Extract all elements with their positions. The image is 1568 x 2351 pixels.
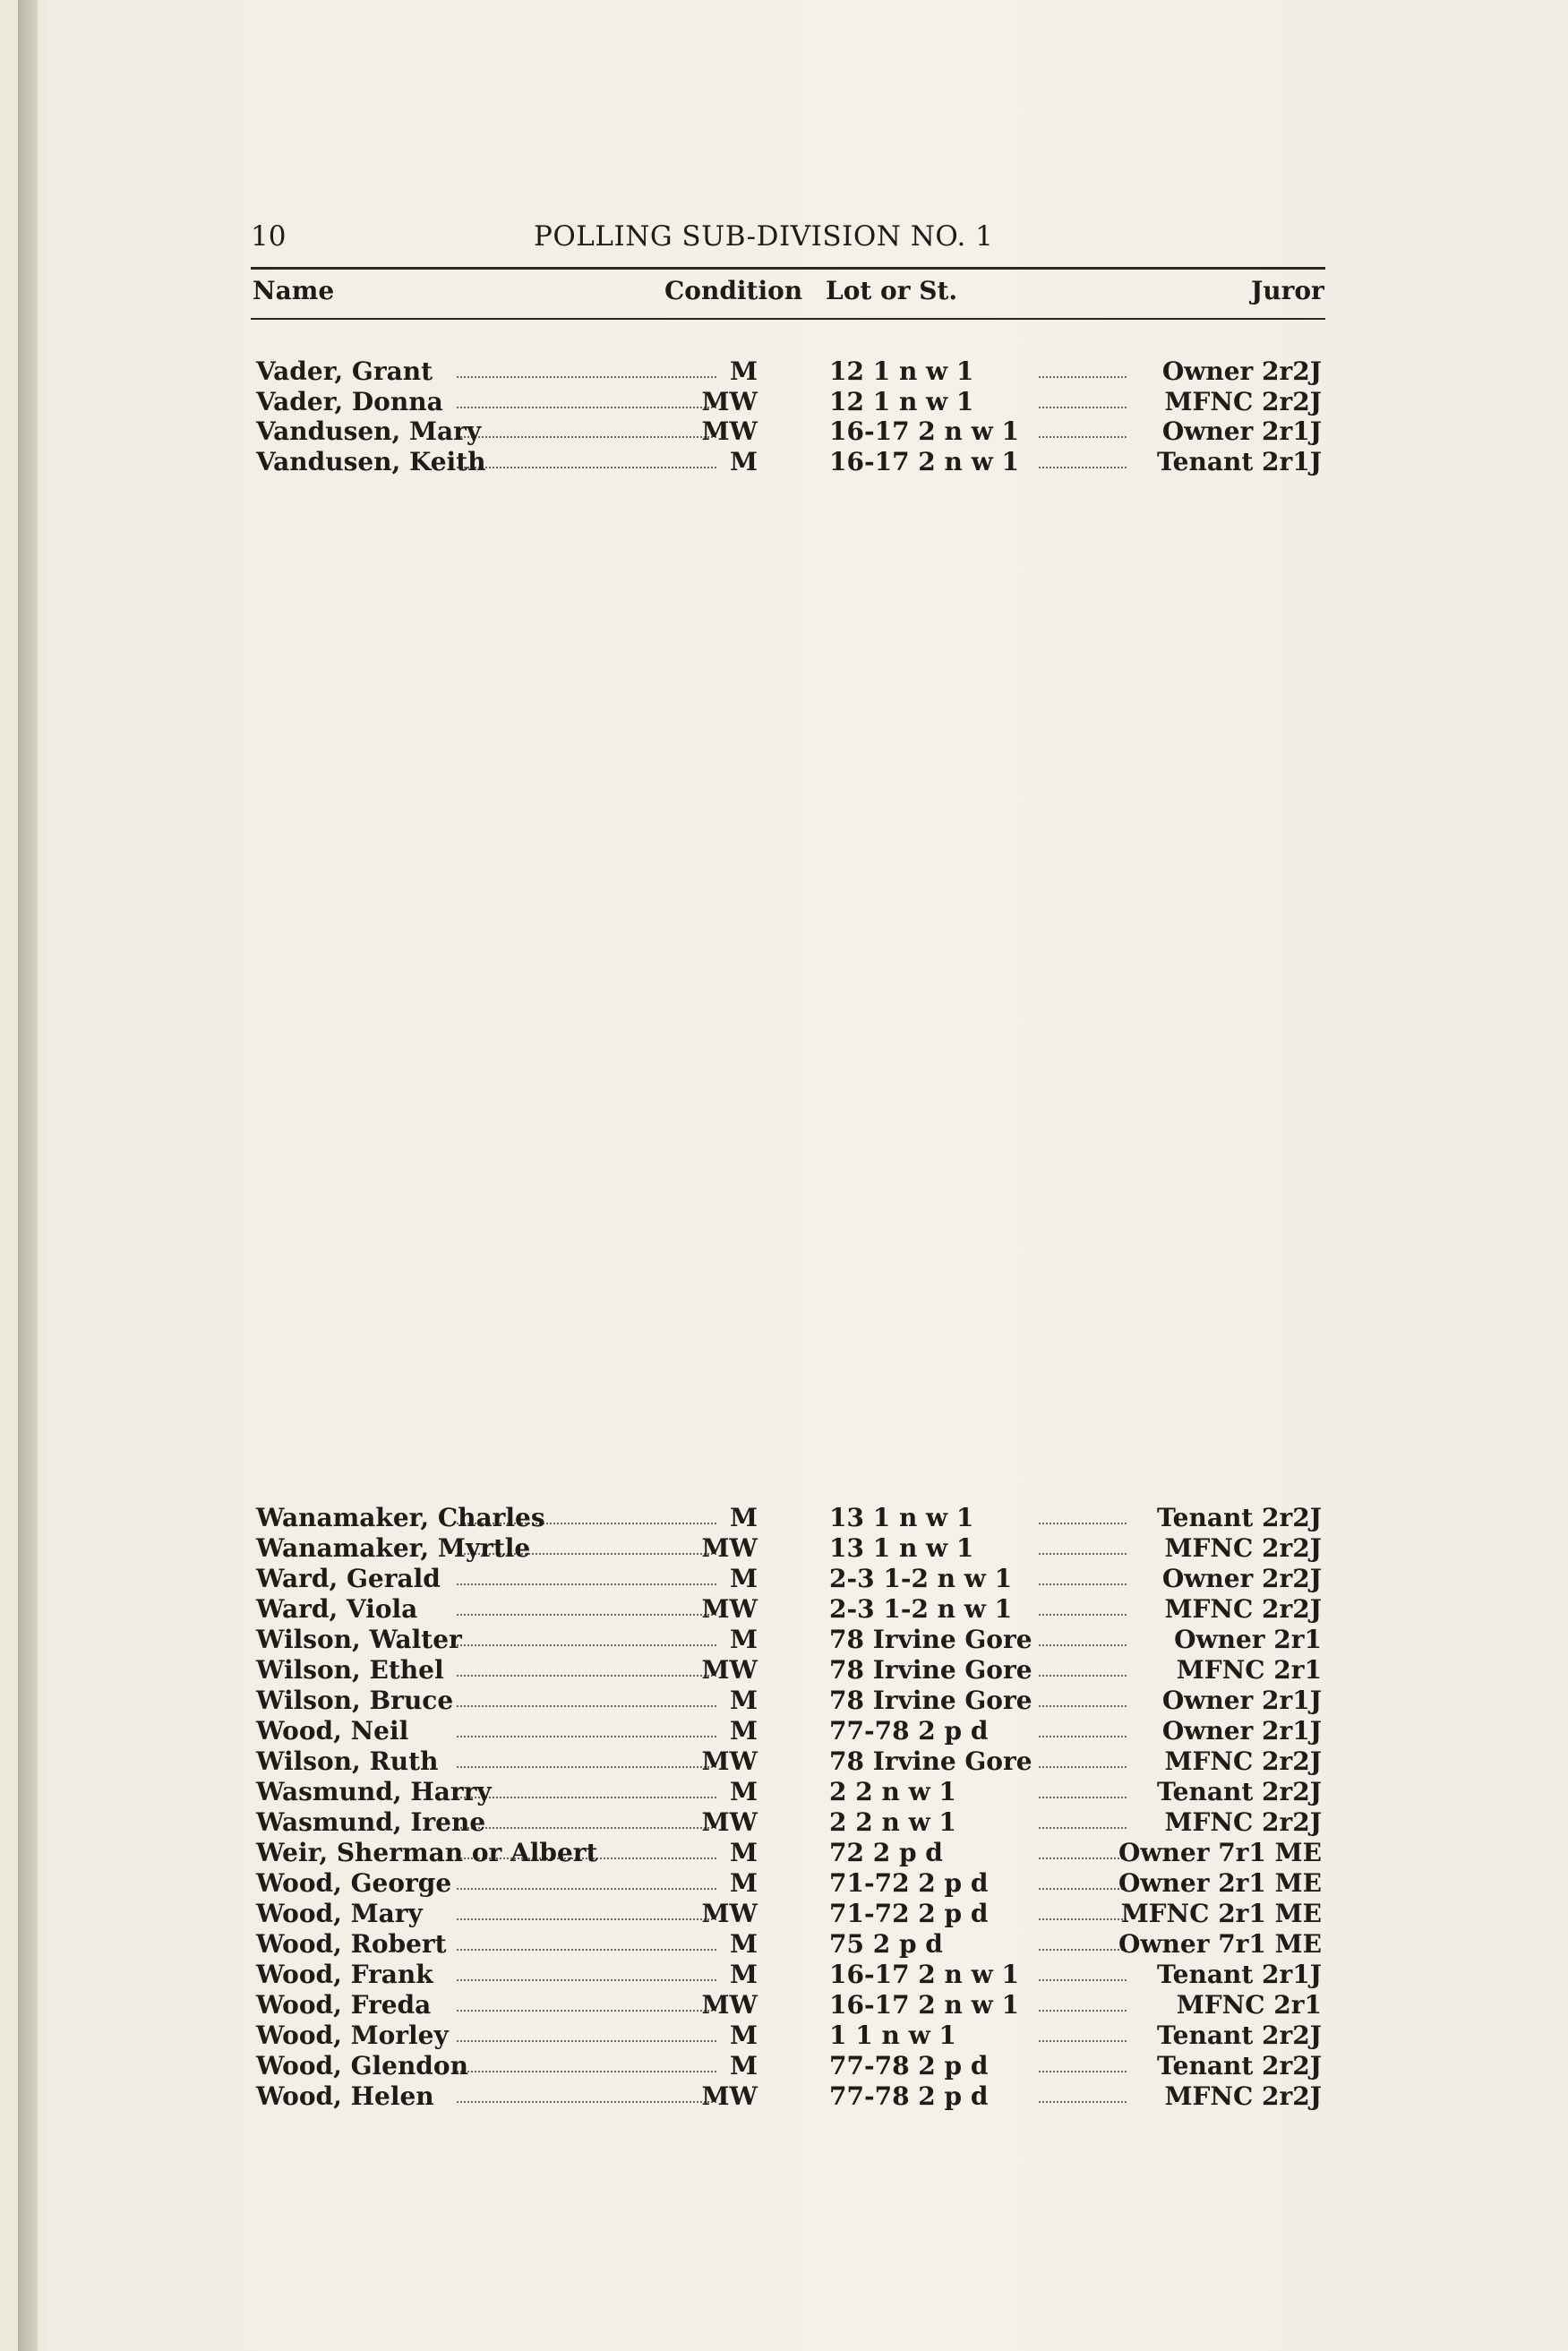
dot-leader xyxy=(1039,2010,1127,2012)
elector-condition: M xyxy=(730,446,758,476)
elector-condition: MW xyxy=(701,1746,758,1776)
list-item xyxy=(251,1838,1325,1868)
elector-condition: MW xyxy=(701,386,758,416)
dot-leader xyxy=(457,1888,716,1890)
list-item xyxy=(251,1625,1325,1655)
dot-leader xyxy=(1039,1523,1127,1524)
elector-name: Wasmund, Harry xyxy=(256,1777,492,1806)
elector-juror: Tenant 2r2J xyxy=(1157,2051,1322,2081)
elector-juror: Owner 2r1J xyxy=(1161,1716,1322,1746)
dot-leader xyxy=(1039,1583,1127,1585)
dot-leader xyxy=(1039,1644,1127,1646)
elector-juror: MFNC 2r1 xyxy=(1176,1990,1322,2020)
list-item xyxy=(251,1868,1325,1899)
elector-juror: Owner 2r2J xyxy=(1161,356,1322,386)
elector-lot: 78 Irvine Gore xyxy=(829,1686,1032,1715)
elector-condition: M xyxy=(730,1868,758,1898)
list-item xyxy=(251,1503,1325,1533)
elector-juror: Owner 2r1J xyxy=(1161,1686,1322,1715)
list-item xyxy=(251,1746,1325,1777)
dot-leader xyxy=(1039,2101,1127,2103)
header-rule-top xyxy=(251,267,1325,270)
elector-name: Vandusen, Keith xyxy=(256,446,486,476)
elector-condition: MW xyxy=(701,1594,758,1624)
elector-lot: 78 Irvine Gore xyxy=(829,1655,1032,1685)
list-item xyxy=(251,387,1325,417)
dot-leader xyxy=(1039,376,1127,378)
elector-name: Vader, Grant xyxy=(256,356,433,386)
page-title: POLLING SUB-DIVISION NO. 1 xyxy=(534,220,994,253)
elector-lot: 71-72 2 p d xyxy=(829,1868,989,1898)
elector-lot: 75 2 p d xyxy=(829,1929,943,1959)
page-number: 10 xyxy=(251,220,287,253)
elector-lot: 2 2 n w 1 xyxy=(829,1807,956,1837)
list-item xyxy=(251,1655,1325,1686)
dot-leader xyxy=(1039,2040,1127,2042)
dot-leader xyxy=(1039,1705,1127,1707)
elector-condition: M xyxy=(730,2051,758,2081)
dot-leader xyxy=(457,407,716,408)
elector-name: Vader, Donna xyxy=(256,386,443,416)
elector-lot: 71-72 2 p d xyxy=(829,1899,989,1928)
elector-name: Wood, Frank xyxy=(256,1960,433,1989)
elector-condition: M xyxy=(730,1503,758,1532)
elector-lot: 2-3 1-2 n w 1 xyxy=(829,1594,1013,1624)
elector-lot: 16-17 2 n w 1 xyxy=(829,446,1019,476)
list-item xyxy=(251,1564,1325,1594)
column-header-name: Name xyxy=(253,276,335,305)
list-item xyxy=(251,2051,1325,2081)
dot-leader xyxy=(1039,1736,1127,1738)
dot-leader xyxy=(1039,1553,1127,1555)
elector-juror: Tenant 2r1J xyxy=(1157,446,1322,476)
list-item xyxy=(251,2081,1325,2112)
elector-condition: M xyxy=(730,1777,758,1806)
elector-condition: M xyxy=(730,1960,758,1989)
list-item xyxy=(251,1686,1325,1716)
dot-leader xyxy=(457,467,716,468)
elector-juror: MFNC 2r2J xyxy=(1164,1594,1322,1624)
elector-name: Vandusen, Mary xyxy=(256,416,482,447)
elector-lot: 77-78 2 p d xyxy=(829,2051,989,2081)
list-item xyxy=(251,2021,1325,2051)
dot-leader xyxy=(1039,1858,1127,1859)
list-item xyxy=(251,1716,1325,1746)
elector-condition: M xyxy=(730,1686,758,1715)
elector-condition: M xyxy=(730,1625,758,1654)
elector-juror: MFNC 2r1 ME xyxy=(1120,1899,1322,1928)
elector-name: Wanamaker, Charles xyxy=(256,1503,545,1532)
elector-juror: Tenant 2r2J xyxy=(1157,1777,1322,1806)
elector-condition: M xyxy=(730,356,758,386)
elector-juror: Tenant 2r2J xyxy=(1157,1503,1322,1532)
elector-lot: 77-78 2 p d xyxy=(829,1716,989,1746)
elector-juror: Owner 2r1 ME xyxy=(1118,1868,1322,1898)
elector-lot: 16-17 2 n w 1 xyxy=(829,416,1019,447)
elector-name: Wood, Freda xyxy=(256,1990,432,2020)
elector-juror: Owner 7r1 ME xyxy=(1118,1929,1322,1959)
dot-leader xyxy=(457,436,716,438)
elector-juror: Tenant 2r1J xyxy=(1157,1960,1322,1989)
dot-leader xyxy=(1039,1614,1127,1616)
elector-juror: Owner 2r2J xyxy=(1161,1564,1322,1593)
header-rule-bottom xyxy=(251,318,1325,320)
elector-condition: M xyxy=(730,1564,758,1593)
elector-name: Ward, Viola xyxy=(256,1594,418,1624)
elector-condition: MW xyxy=(701,1990,758,2020)
elector-name: Wood, Glendon xyxy=(256,2051,468,2081)
column-header-lot: Lot or St. xyxy=(826,276,958,305)
elector-juror: Owner 2r1 xyxy=(1174,1625,1322,1654)
dot-leader xyxy=(457,1918,716,1920)
elector-lot: 13 1 n w 1 xyxy=(829,1503,974,1532)
elector-lot: 78 Irvine Gore xyxy=(829,1746,1032,1776)
elector-name: Wanamaker, Myrtle xyxy=(256,1533,531,1563)
elector-condition: MW xyxy=(701,416,758,447)
list-item xyxy=(251,416,1325,447)
elector-name: Wilson, Ethel xyxy=(256,1655,444,1685)
elector-name: Wasmund, Irene xyxy=(256,1807,486,1837)
elector-name: Wood, Neil xyxy=(256,1716,409,1746)
elector-name: Wilson, Bruce xyxy=(256,1686,454,1715)
elector-name: Wood, Morley xyxy=(256,2021,449,2050)
elector-juror: Owner 2r1J xyxy=(1161,416,1322,447)
dot-leader xyxy=(457,2101,716,2103)
dot-leader xyxy=(1039,467,1127,468)
dot-leader xyxy=(1039,1979,1127,1981)
elector-juror: MFNC 2r2J xyxy=(1164,386,1322,416)
elector-condition: M xyxy=(730,1716,758,1746)
dot-leader xyxy=(457,1675,716,1677)
elector-lot: 1 1 n w 1 xyxy=(829,2021,956,2050)
list-item xyxy=(251,1777,1325,1807)
dot-leader xyxy=(457,1614,716,1616)
dot-leader xyxy=(1039,2071,1127,2072)
elector-lot: 16-17 2 n w 1 xyxy=(829,1960,1019,1989)
elector-name: Weir, Sherman or Albert xyxy=(256,1838,598,1867)
book-spine-shadow xyxy=(18,0,38,2351)
dot-leader xyxy=(1039,1949,1127,1951)
elector-condition: MW xyxy=(701,1899,758,1928)
dot-leader xyxy=(1039,407,1127,408)
list-item xyxy=(251,1990,1325,2021)
elector-name: Wood, Mary xyxy=(256,1899,423,1928)
list-item xyxy=(251,1594,1325,1625)
dot-leader xyxy=(1039,1888,1127,1890)
elector-lot: 77-78 2 p d xyxy=(829,2081,989,2111)
dot-leader xyxy=(457,1644,716,1646)
elector-juror: MFNC 2r2J xyxy=(1164,2081,1322,2111)
dot-leader xyxy=(1039,436,1127,438)
dot-leader xyxy=(457,1949,716,1951)
elector-name: Wilson, Walter xyxy=(256,1625,462,1654)
list-item xyxy=(251,447,1325,477)
elector-lot: 72 2 p d xyxy=(829,1838,943,1867)
dot-leader xyxy=(1039,1797,1127,1798)
list-item xyxy=(251,356,1325,387)
dot-leader xyxy=(457,1979,716,1981)
elector-juror: Owner 7r1 ME xyxy=(1118,1838,1322,1867)
elector-condition: MW xyxy=(701,1655,758,1685)
elector-condition: M xyxy=(730,1838,758,1867)
dot-leader xyxy=(457,376,716,378)
dot-leader xyxy=(1039,1827,1127,1829)
dot-leader xyxy=(457,2040,716,2042)
elector-name: Wood, Robert xyxy=(256,1929,447,1959)
elector-condition: M xyxy=(730,1929,758,1959)
list-item xyxy=(251,1807,1325,1838)
elector-lot: 16-17 2 n w 1 xyxy=(829,1990,1019,2020)
elector-name: Wilson, Ruth xyxy=(256,1746,439,1776)
elector-lot: 12 1 n w 1 xyxy=(829,386,974,416)
elector-lot: 78 Irvine Gore xyxy=(829,1625,1032,1654)
list-item xyxy=(251,1960,1325,1990)
dot-leader xyxy=(457,1766,716,1768)
dot-leader xyxy=(457,1736,716,1738)
elector-juror: MFNC 2r2J xyxy=(1164,1807,1322,1837)
dot-leader xyxy=(457,1583,716,1585)
elector-condition: MW xyxy=(701,1533,758,1563)
dot-leader xyxy=(457,1797,716,1798)
elector-juror: MFNC 2r1 xyxy=(1176,1655,1322,1685)
page-header xyxy=(251,220,1325,256)
list-item xyxy=(251,1533,1325,1564)
elector-condition: MW xyxy=(701,2081,758,2111)
column-header-condition: Condition xyxy=(664,276,803,305)
elector-juror: MFNC 2r2J xyxy=(1164,1533,1322,1563)
dot-leader xyxy=(457,2010,716,2012)
dot-leader xyxy=(457,1827,716,1829)
list-item xyxy=(251,1929,1325,1960)
elector-lot: 2 2 n w 1 xyxy=(829,1777,956,1806)
elector-juror: Tenant 2r2J xyxy=(1157,2021,1322,2050)
elector-name: Wood, Helen xyxy=(256,2081,434,2111)
elector-lot: 13 1 n w 1 xyxy=(829,1533,974,1563)
dot-leader xyxy=(1039,1766,1127,1768)
elector-lot: 2-3 1-2 n w 1 xyxy=(829,1564,1013,1593)
dot-leader xyxy=(1039,1918,1127,1920)
elector-condition: M xyxy=(730,2021,758,2050)
elector-juror: MFNC 2r2J xyxy=(1164,1746,1322,1776)
elector-lot: 12 1 n w 1 xyxy=(829,356,974,386)
column-header-juror: Juror xyxy=(1251,276,1324,305)
dot-leader xyxy=(457,2071,716,2072)
dot-leader xyxy=(457,1705,716,1707)
dot-leader xyxy=(1039,1675,1127,1677)
list-item xyxy=(251,1899,1325,1929)
elector-condition: MW xyxy=(701,1807,758,1837)
elector-name: Ward, Gerald xyxy=(256,1564,441,1593)
elector-name: Wood, George xyxy=(256,1868,452,1898)
